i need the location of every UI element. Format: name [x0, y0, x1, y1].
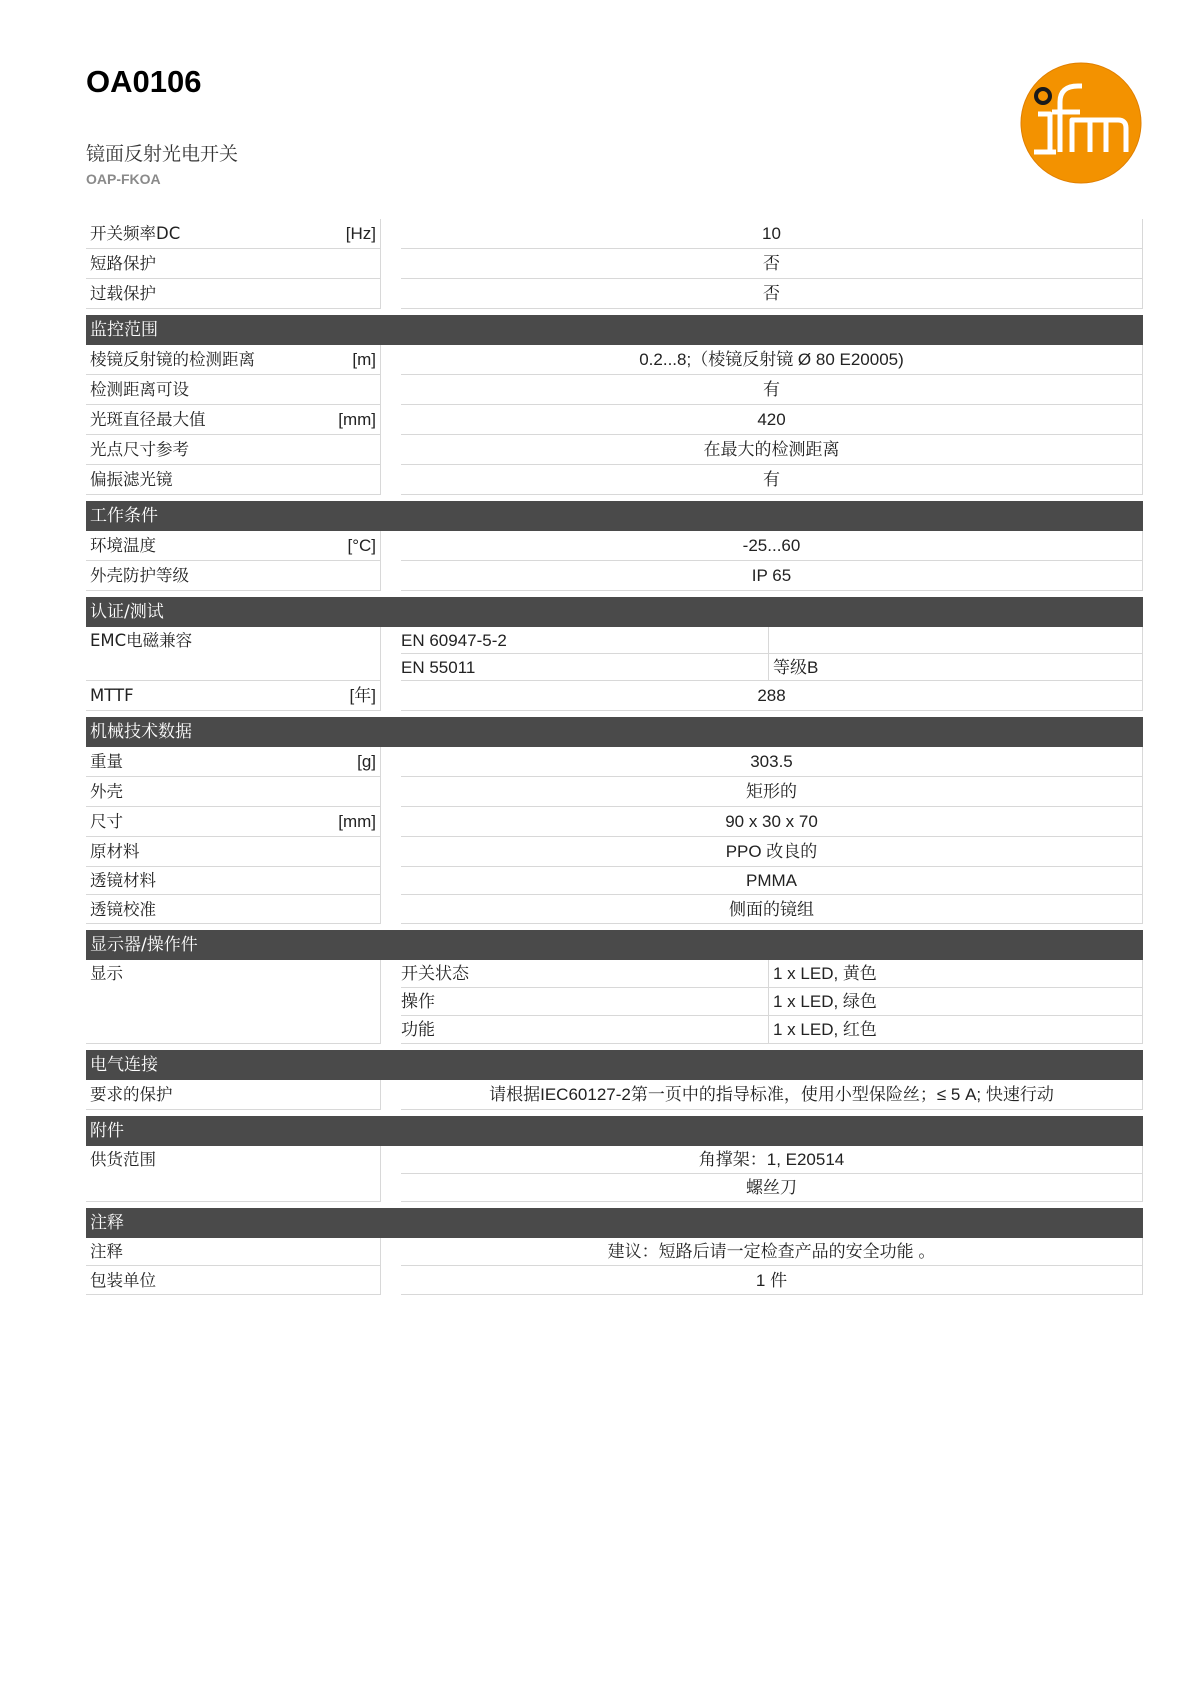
display-led-row: [401, 960, 1143, 988]
spec-label: 透镜材料: [90, 871, 156, 890]
spec-value: IP 65: [401, 561, 1143, 591]
section-header-accessories: 附件: [86, 1116, 1143, 1146]
spec-row-packing-unit: [86, 1266, 1143, 1295]
spec-unit: [mm]: [338, 410, 376, 429]
spec-label: 显示: [90, 964, 123, 983]
spec-row-display: [86, 960, 1143, 1044]
spec-row: [86, 867, 1143, 895]
section-header-electrical: 电气连接: [86, 1050, 1143, 1080]
accessory-item: 角撑架：1, E20514: [401, 1146, 1143, 1174]
section-header-mechanical: 机械技术数据: [86, 717, 1143, 747]
section-header-display: 显示器/操作件: [86, 930, 1143, 960]
emc-standard: EN 55011: [401, 654, 769, 681]
spec-value: 0.2...8;（棱镜反射镜 Ø 80 E20005): [401, 345, 1143, 375]
spec-label: 偏振滤光镜: [90, 470, 173, 489]
spec-label: 注释: [90, 1242, 123, 1261]
display-led-name: 开关状态: [401, 960, 769, 988]
spec-label: 开关频率DC: [90, 224, 181, 243]
spec-value: 有: [401, 375, 1143, 405]
spec-table: [86, 219, 1143, 1295]
spec-row-remark: [86, 1238, 1143, 1266]
spec-label: 过载保护: [90, 284, 156, 303]
spec-value: 1 件: [401, 1266, 1143, 1295]
spec-value: 否: [401, 249, 1143, 279]
emc-standard-row: [401, 654, 1143, 681]
spec-value: 否: [401, 279, 1143, 309]
spec-row: [86, 747, 1143, 777]
product-code-title: OA0106: [86, 64, 202, 99]
spec-label: 包装单位: [90, 1271, 156, 1290]
spec-value: 90 x 30 x 70: [401, 807, 1143, 837]
spec-row-required-protection: [86, 1080, 1143, 1110]
spec-value: 有: [401, 465, 1143, 495]
emc-note: 等级B: [769, 654, 1143, 681]
ifm-logo-icon: [1020, 62, 1142, 184]
display-led-value: 1 x LED, 绿色: [769, 988, 1143, 1016]
spec-value: 420: [401, 405, 1143, 435]
spec-unit: [g]: [357, 752, 376, 771]
spec-value: PMMA: [401, 867, 1143, 895]
spec-row-mttf: [86, 681, 1143, 711]
emc-note: [769, 627, 1143, 654]
spec-label: 短路保护: [90, 254, 156, 273]
display-led-value: 1 x LED, 黄色: [769, 960, 1143, 988]
spec-row: [86, 531, 1143, 561]
spec-label: 棱镜反射镜的检测距离: [90, 350, 255, 369]
section-header-monitoring: 监控范围: [86, 315, 1143, 345]
spec-label: 环境温度: [90, 536, 156, 555]
spec-unit: [年]: [349, 686, 376, 705]
spec-row: [86, 465, 1143, 495]
spec-value: 288: [401, 681, 1143, 711]
emc-standard: EN 60947-5-2: [401, 627, 769, 654]
section-header-approvals: 认证/测试: [86, 597, 1143, 627]
spec-row: [86, 895, 1143, 924]
spec-label: MTTF: [90, 686, 134, 705]
spec-row: [86, 807, 1143, 837]
spec-value: 建议：短路后请一定检查产品的安全功能 。: [401, 1238, 1143, 1266]
spec-row: [86, 435, 1143, 465]
spec-label: 检测距离可设: [90, 380, 189, 399]
spec-label: 外壳防护等级: [90, 566, 189, 585]
spec-row-short-circuit-protection: [86, 249, 1143, 279]
spec-row: [86, 345, 1143, 375]
display-led-row: [401, 988, 1143, 1016]
spec-value: 请根据IEC60127-2第一页中的指导标准，使用小型保险丝；≤ 5 A; 快速行动: [401, 1080, 1143, 1110]
product-article-code: OAP-FKOA: [86, 171, 161, 187]
spec-value: -25...60: [401, 531, 1143, 561]
emc-standard-row: [401, 627, 1143, 654]
spec-row: [86, 375, 1143, 405]
spec-value: 矩形的: [401, 777, 1143, 807]
spec-value: 10: [401, 219, 1143, 249]
display-led-value: 1 x LED, 红色: [769, 1016, 1143, 1044]
spec-unit: [m]: [352, 350, 376, 369]
spec-value: PPO 改良的: [401, 837, 1143, 867]
display-led-name: 功能: [401, 1016, 769, 1044]
spec-label: EMC电磁兼容: [90, 631, 193, 650]
section-header-remarks: 注释: [86, 1208, 1143, 1238]
spec-label: 原材料: [90, 842, 140, 861]
spec-unit: [Hz]: [345, 224, 376, 243]
spec-row: [86, 777, 1143, 807]
spec-unit: [mm]: [338, 812, 376, 831]
spec-label: 要求的保护: [90, 1085, 173, 1104]
spec-label: 尺寸: [90, 812, 123, 831]
spec-row-emc: [86, 627, 1143, 681]
spec-label: 光点尺寸参考: [90, 440, 189, 459]
spec-row-scope-of-delivery: [86, 1146, 1143, 1202]
display-led-row: [401, 1016, 1143, 1044]
spec-row-overload-protection: [86, 279, 1143, 309]
spec-row: [86, 561, 1143, 591]
product-name: 镜面反射光电开关: [86, 143, 239, 165]
spec-value: 在最大的检测距离: [401, 435, 1143, 465]
spec-value: 303.5: [401, 747, 1143, 777]
spec-unit: [°C]: [347, 536, 376, 555]
spec-label: 重量: [90, 752, 123, 771]
spec-row: [86, 837, 1143, 867]
display-led-name: 操作: [401, 988, 769, 1016]
spec-row: [86, 405, 1143, 435]
spec-row-switching-frequency: [86, 219, 1143, 249]
section-header-conditions: 工作条件: [86, 501, 1143, 531]
spec-label: 供货范围: [90, 1150, 156, 1169]
spec-label: 透镜校准: [90, 900, 156, 919]
spec-label: 外壳: [90, 782, 123, 801]
spec-value: 侧面的镜组: [401, 895, 1143, 924]
accessory-item: 螺丝刀: [401, 1174, 1143, 1202]
spec-label: 光斑直径最大值: [90, 410, 206, 429]
